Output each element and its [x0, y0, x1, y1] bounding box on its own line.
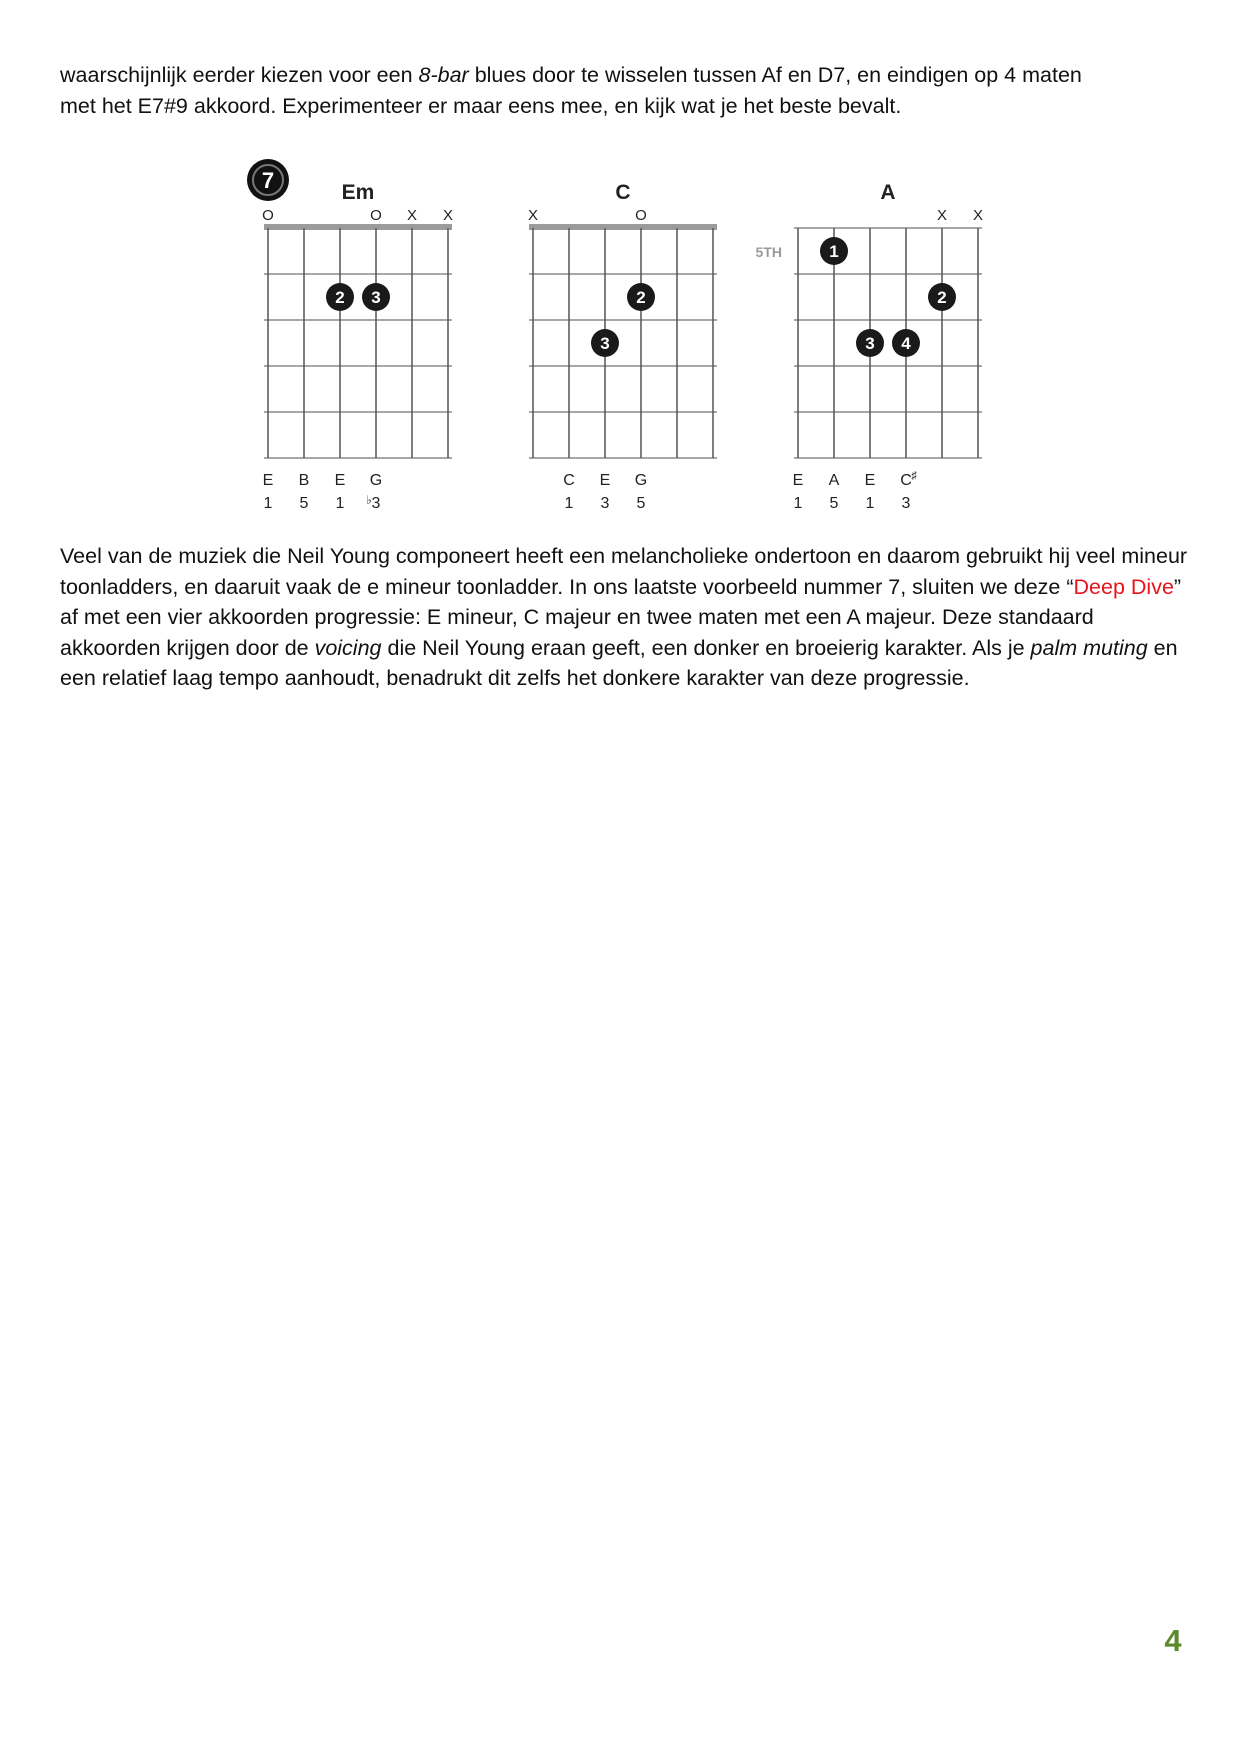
finger-number: 2: [937, 288, 947, 307]
finger-dot: [591, 329, 619, 357]
chord-em: [262, 181, 453, 510]
finger-dot: [856, 329, 884, 357]
muted-string-marker: X: [936, 207, 948, 224]
note-name: E: [599, 472, 611, 489]
body-text-3: die Neil Young eraan geeft, een donker en broeierig karakter. Als je: [381, 635, 1031, 660]
interval-number: 3: [371, 495, 381, 510]
body-text-1: Veel van de muziek die Neil Young componeert heeft een melancholieke ondertoon en daarom gebruikt hij veel mineur toonladders, en daaruit vaak de e mineur toonladder. In ons laatste voorbeeld nummer 7, sluiten we deze “: [60, 544, 1188, 599]
body-paragraph: [60, 541, 1190, 694]
body-italic-voicing: voicing: [314, 635, 382, 660]
finger-number: 3: [865, 334, 875, 353]
deep-dive-highlight: Deep Dive: [1073, 574, 1174, 599]
intro-text-1b: blues door te wisselen tussen Af en D7, en eindigen op 4 maten: [468, 63, 1082, 87]
chord-c: [528, 181, 717, 510]
nut: [529, 224, 717, 230]
finger-number: 3: [371, 288, 381, 307]
body-italic-palm-muting: palm muting: [1030, 635, 1148, 660]
finger-number: 1: [829, 242, 839, 261]
intro-text-2: met het E7#9 akkoord. Experimenteer er maar eens mee, en kijk wat je het beste bevalt.: [60, 93, 902, 118]
interval-number: 1: [335, 495, 345, 510]
finger-dot: [928, 283, 956, 311]
interval-number: 1: [865, 495, 875, 510]
interval-number: 1: [564, 495, 574, 510]
nut: [264, 224, 452, 230]
chord-a: [756, 181, 983, 510]
note-name: C: [563, 472, 575, 489]
open-string-marker: O: [262, 207, 274, 224]
note-name: A: [828, 472, 840, 489]
finger-dot: [326, 283, 354, 311]
finger-number: 4: [901, 334, 911, 353]
finger-dot: [820, 237, 848, 265]
intro-paragraph: [60, 60, 1190, 121]
fret-position-label: 5TH: [755, 244, 782, 260]
example-number-text: 7: [261, 168, 275, 193]
page-number: 4: [1164, 1623, 1182, 1658]
chord-diagrams: [240, 150, 1000, 510]
interval-number: 5: [299, 495, 309, 510]
example-number-badge: [247, 159, 289, 201]
interval-number: 1: [263, 495, 273, 510]
interval-number: 1: [793, 495, 803, 510]
interval-number: 3: [901, 495, 911, 510]
interval-number: 3: [600, 495, 610, 510]
muted-string-marker: X: [406, 207, 418, 224]
open-string-marker: O: [635, 207, 647, 224]
flat-sign: ♭: [366, 493, 372, 507]
interval-number: 5: [829, 495, 839, 510]
body-text-4: en een relatief laag tempo aanhoudt, benadrukt dit zelfs het donkere karakter van deze progressie.: [60, 635, 1178, 690]
note-name: B: [298, 472, 310, 489]
open-string-marker: O: [370, 207, 382, 224]
intro-text-1: waarschijnlijk eerder kiezen voor een: [60, 63, 419, 87]
finger-dot: [892, 329, 920, 357]
note-name: E: [792, 472, 804, 489]
muted-string-marker: X: [442, 207, 454, 224]
sharp-sign: ♯: [911, 470, 917, 482]
intro-italic: 8-bar: [418, 63, 469, 87]
body-text-2: ” af met een vier akkoorden progressie: E mineur, C majeur en twee maten met een A majeur. Deze standaard akkoorden krijgen door de: [60, 574, 1182, 660]
note-name: C: [900, 472, 912, 489]
note-name: E: [864, 472, 876, 489]
note-name: G: [369, 472, 383, 489]
note-name: E: [262, 472, 274, 489]
chord-name: Em: [341, 181, 375, 204]
muted-string-marker: X: [527, 207, 539, 224]
note-name: G: [634, 472, 648, 489]
note-name: E: [334, 472, 346, 489]
finger-dot: [362, 283, 390, 311]
finger-number: 3: [600, 334, 610, 353]
finger-number: 2: [335, 288, 345, 307]
interval-number: 5: [636, 495, 646, 510]
finger-number: 2: [636, 288, 646, 307]
muted-string-marker: X: [972, 207, 984, 224]
finger-dot: [627, 283, 655, 311]
chord-name: C: [615, 181, 631, 204]
chord-name: A: [880, 181, 896, 204]
